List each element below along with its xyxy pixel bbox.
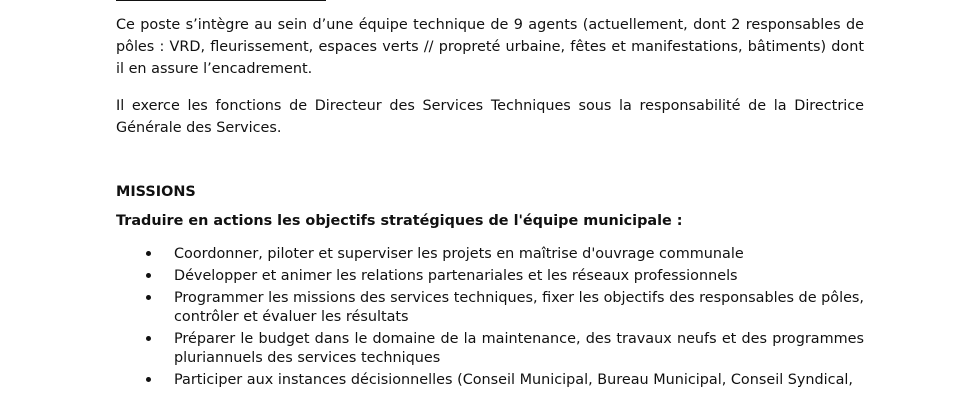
paragraph-team: Ce poste s’intègre au sein d’une équipe technique de 9 agents (actuellement, dont 2 responsables de pôles : VRD, fleurissement, espaces verts // propreté urbaine, fêtes et manifestations, bâtiments) dont il en assure l’encadrement. (116, 17, 864, 77)
list-item (0, 245, 864, 264)
list-item (0, 289, 864, 327)
missions-list (0, 245, 980, 393)
bullet-icon (146, 251, 151, 256)
list-item-text: Programmer les missions des services techniques, fixer les objectifs des responsables de pôles, contrôler et évaluer les résultats (174, 290, 864, 325)
bullet-icon (146, 273, 151, 278)
bullet-icon (146, 377, 151, 382)
missions-heading: MISSIONS (116, 184, 196, 200)
bullet-icon (146, 295, 151, 300)
list-item (0, 330, 864, 368)
list-item (0, 267, 864, 286)
list-item-text: Participer aux instances décisionnelles (Conseil Municipal, Bureau Municipal, Conseil Syndical, (174, 372, 853, 388)
paragraph-function: Il exerce les fonctions de Directeur des Services Techniques sous la responsabilité de la Directrice Générale des Services. (116, 98, 864, 136)
missions-subheading: Traduire en actions les objectifs stratégiques de l'équipe municipale : (116, 213, 683, 229)
list-item-text: Préparer le budget dans le domaine de la maintenance, des travaux neufs et des programmes pluriannuels des services techniques (174, 331, 864, 366)
bullet-icon (146, 336, 151, 341)
list-item (0, 371, 864, 390)
list-item-text: Coordonner, piloter et superviser les projets en maîtrise d'ouvrage communale (174, 246, 744, 262)
list-item-text: Développer et animer les relations partenariales et les réseaux professionnels (174, 268, 738, 284)
top-rule (116, 0, 326, 1)
